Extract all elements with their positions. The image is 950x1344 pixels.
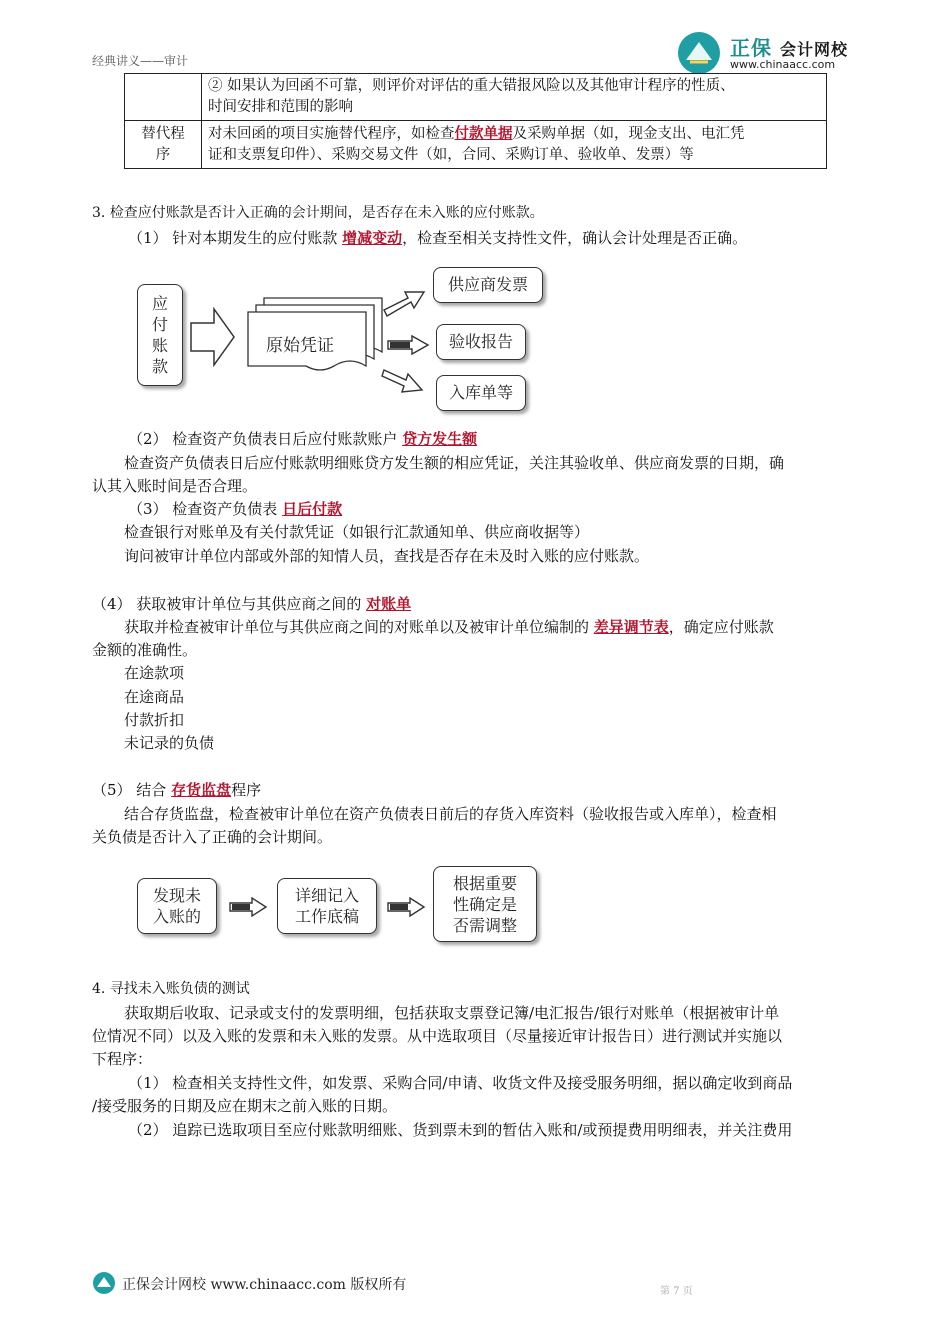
paragraph-line: 获取期后收取、记录或支付的发票明细，包括获取支票登记簿/电汇报告/银行对账单（根据被审计单 — [124, 1004, 780, 1022]
keyword-highlight: 存货监盘 — [171, 781, 232, 799]
diagram1-source-box: 应 付 账 款 — [137, 284, 183, 386]
section-3-item-2: （2） 检查资产负债表日后应付账款账户 贷方发生额 — [128, 430, 478, 448]
paragraph-line: 检查资产负债表日后应付账款明细账贷方发生额的相应凭证，关注其验收单、供应商发票的日期，确 — [124, 454, 785, 472]
keyword-highlight: 付款单据 — [454, 125, 513, 142]
paragraph-line: 认其入账时间是否合理。 — [92, 477, 258, 495]
paragraph-line: 获取并检查被审计单位与其供应商之间的对账单以及被审计单位编制的 差异调节表，确定应付账款 — [124, 618, 774, 636]
table-row — [125, 121, 827, 169]
list-item: 在途商品 — [124, 688, 185, 706]
section-3-item-3: （3） 检查资产负债表 日后付款 — [128, 500, 343, 518]
section-4-item-1: （1） 检查相关支持性文件，如发票、采购合同/申请、收货文件及接受服务明细，据以确定收到商品 — [128, 1074, 793, 1092]
table-row — [125, 74, 827, 121]
keyword-highlight: 对账单 — [366, 595, 412, 613]
diagram2-step-box: 详细记入 工作底稿 — [277, 878, 377, 934]
paragraph-line: 关负债是否计入了正确的会计期间。 — [92, 828, 333, 846]
diagram1-target-box: 供应商发票 — [433, 267, 543, 303]
footer-logo-icon — [92, 1271, 116, 1295]
arrow-right-icon — [386, 334, 430, 356]
paragraph-line: 位情况不同）以及入账的发票和未入账的发票。从中选取项目（尽量接近审计报告日）进行测试并实施以 — [92, 1027, 783, 1045]
big-arrow-icon — [190, 307, 236, 367]
logo-title: 正保 会计网校 — [730, 36, 848, 60]
keyword-highlight: 增减变动 — [342, 229, 403, 247]
diagram2-step-box: 发现未 入账的 — [137, 878, 217, 934]
original-voucher-label: 原始凭证 — [266, 336, 334, 356]
paragraph-line: 检查银行对账单及有关付款凭证（如银行汇款通知单、供应商收据等） — [124, 523, 590, 541]
procedure-table — [124, 73, 827, 169]
footer-page-number: 第 7 页 — [660, 1286, 693, 1297]
table-cell-empty — [125, 74, 202, 121]
list-item: 未记录的负债 — [124, 734, 215, 752]
keyword-highlight: 贷方发生额 — [402, 430, 478, 448]
header-doc-title: 经典讲义——审计 — [92, 54, 189, 68]
keyword-highlight: 差异调节表 — [593, 618, 669, 636]
diagram1-target-box: 验收报告 — [436, 324, 526, 360]
section-4-title: 4. 寻找未入账负债的测试 — [92, 981, 250, 997]
section-3-title: 3. 检查应付账款是否计入正确的会计期间，是否存在未入账的应付账款。 — [92, 205, 544, 221]
paragraph-line: /接受服务的日期及应在期末之前入账的日期。 — [92, 1097, 398, 1115]
diagram1-target-box: 入库单等 — [436, 375, 526, 411]
section-4-item-2: （2） 追踪已选取项目至应付账款明细账、货到票未到的暂估入账和/或预提费用明细表，并关注费用 — [128, 1121, 793, 1139]
list-item: 在途款项 — [124, 664, 185, 682]
section-3-item-1: （1） 针对本期发生的应付账款 增减变动，检查至相关支持性文件，确认会计处理是否正确。 — [128, 229, 748, 247]
paragraph-line: 金额的准确性。 — [92, 641, 198, 659]
list-item: 付款折扣 — [124, 711, 185, 729]
chinaacc-logo-icon — [676, 30, 722, 76]
arrow-right-icon — [228, 897, 268, 917]
paragraph-line: 结合存货监盘，检查被审计单位在资产负债表日前后的存货入库资料（验收报告或入库单），检查相 — [124, 805, 777, 823]
table-cell: ② 如果认为回函不可靠，则评价对评估的重大错报风险以及其他审计程序的性质、 时间安排和范围的影响 — [202, 74, 827, 121]
paragraph-line: 下程序： — [92, 1050, 153, 1068]
diagram2-step-box: 根据重要 性确定是 否需调整 — [433, 866, 537, 942]
table-row-label: 替代程 序 — [125, 121, 202, 169]
logo-url: www.chinaacc.com — [730, 58, 836, 71]
arrow-down-right-icon — [380, 366, 424, 396]
paragraph-line: 询问被审计单位内部或外部的知情人员，查找是否存在未及时入账的应付账款。 — [124, 547, 650, 565]
keyword-highlight: 日后付款 — [282, 500, 343, 518]
table-cell: 对未回函的项目实施替代程序，如检查付款单据及采购单据（如，现金支出、电汇凭 证和支票复印件）、采购交易文件（如，合同、采购订单、验收单、发票）等 — [202, 121, 827, 169]
arrow-up-right-icon — [382, 286, 426, 320]
arrow-right-icon — [386, 897, 426, 917]
section-3-item-4: （4） 获取被审计单位与其供应商之间的 对账单 — [92, 595, 412, 613]
footer-copyright: 正保会计网校 www.chinaacc.com 版权所有 — [122, 1277, 407, 1293]
section-3-item-5: （5） 结合 存货监盘程序 — [92, 781, 262, 799]
